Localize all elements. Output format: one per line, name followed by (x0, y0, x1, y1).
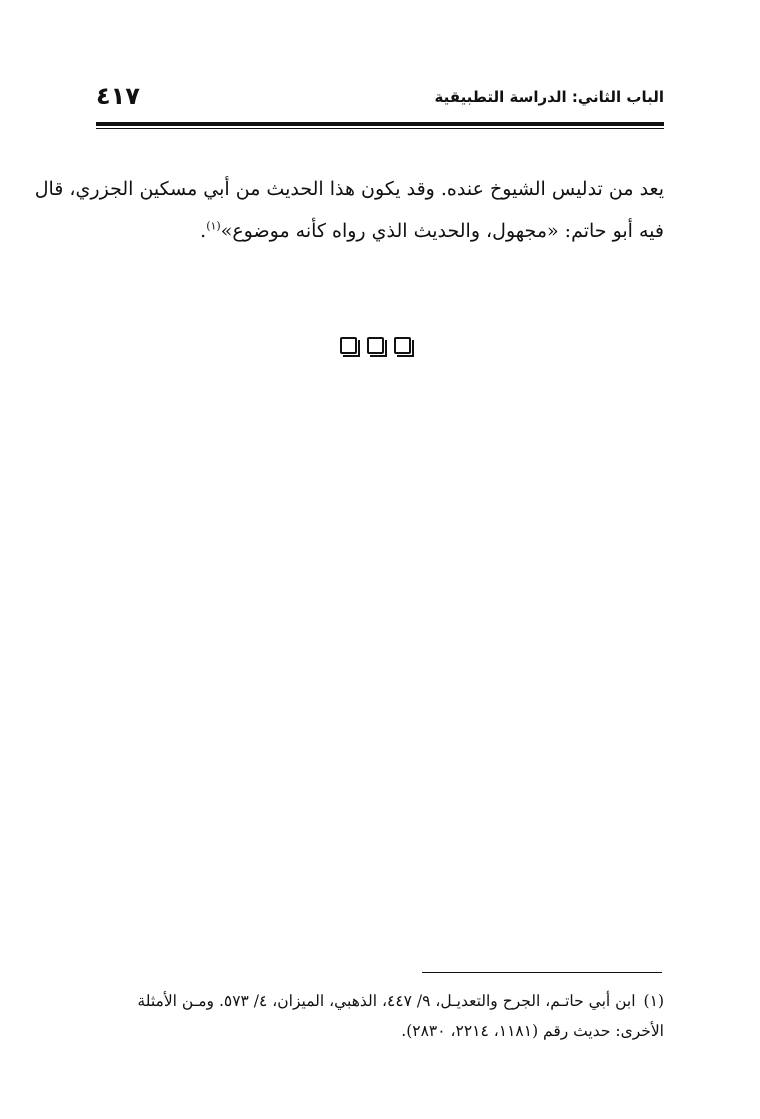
body-line-2-end: . (200, 220, 207, 242)
footnotes (96, 986, 664, 1046)
body-line-1: يعد من تدليس الشيوخ عنده. وقد يكون هذا الحديث من أبي مسكين الجزري، قال (34, 178, 664, 200)
footnote-line-1 (96, 986, 664, 1016)
chapter-title: الباب الثاني: الدراسة التطبيقية (434, 88, 664, 106)
header-rule-thick (96, 122, 664, 126)
footnote-rule (422, 972, 662, 973)
separator-square-icon (340, 337, 357, 354)
page-header (96, 82, 664, 122)
body-text (34, 168, 664, 252)
body-line-2-text: فيه أبو حاتم: «مجهول، والحديث الذي رواه كأنه موضوع» (220, 220, 664, 242)
footnote-text-1: ابن أبي حاتـم، الجرح والتعديـل، ٩/ ٤٤٧، الذهبي، الميزان، ٤/ ٥٧٣. ومـن الأمثلة (137, 992, 636, 1010)
footnote-marker: (١) (643, 992, 664, 1010)
separator-square-icon (394, 337, 411, 354)
page-number: ٤١٧ (96, 82, 140, 110)
body-line-2 (96, 210, 664, 252)
separator-square-icon (367, 337, 384, 354)
footnote-line-2: الأخرى: حديث رقم (١١٨١، ٢٢١٤، ٢٨٣٠). (401, 1022, 664, 1040)
section-separator (340, 337, 420, 357)
footnote-reference: (١) (206, 219, 221, 233)
header-rule-thin (96, 128, 664, 129)
